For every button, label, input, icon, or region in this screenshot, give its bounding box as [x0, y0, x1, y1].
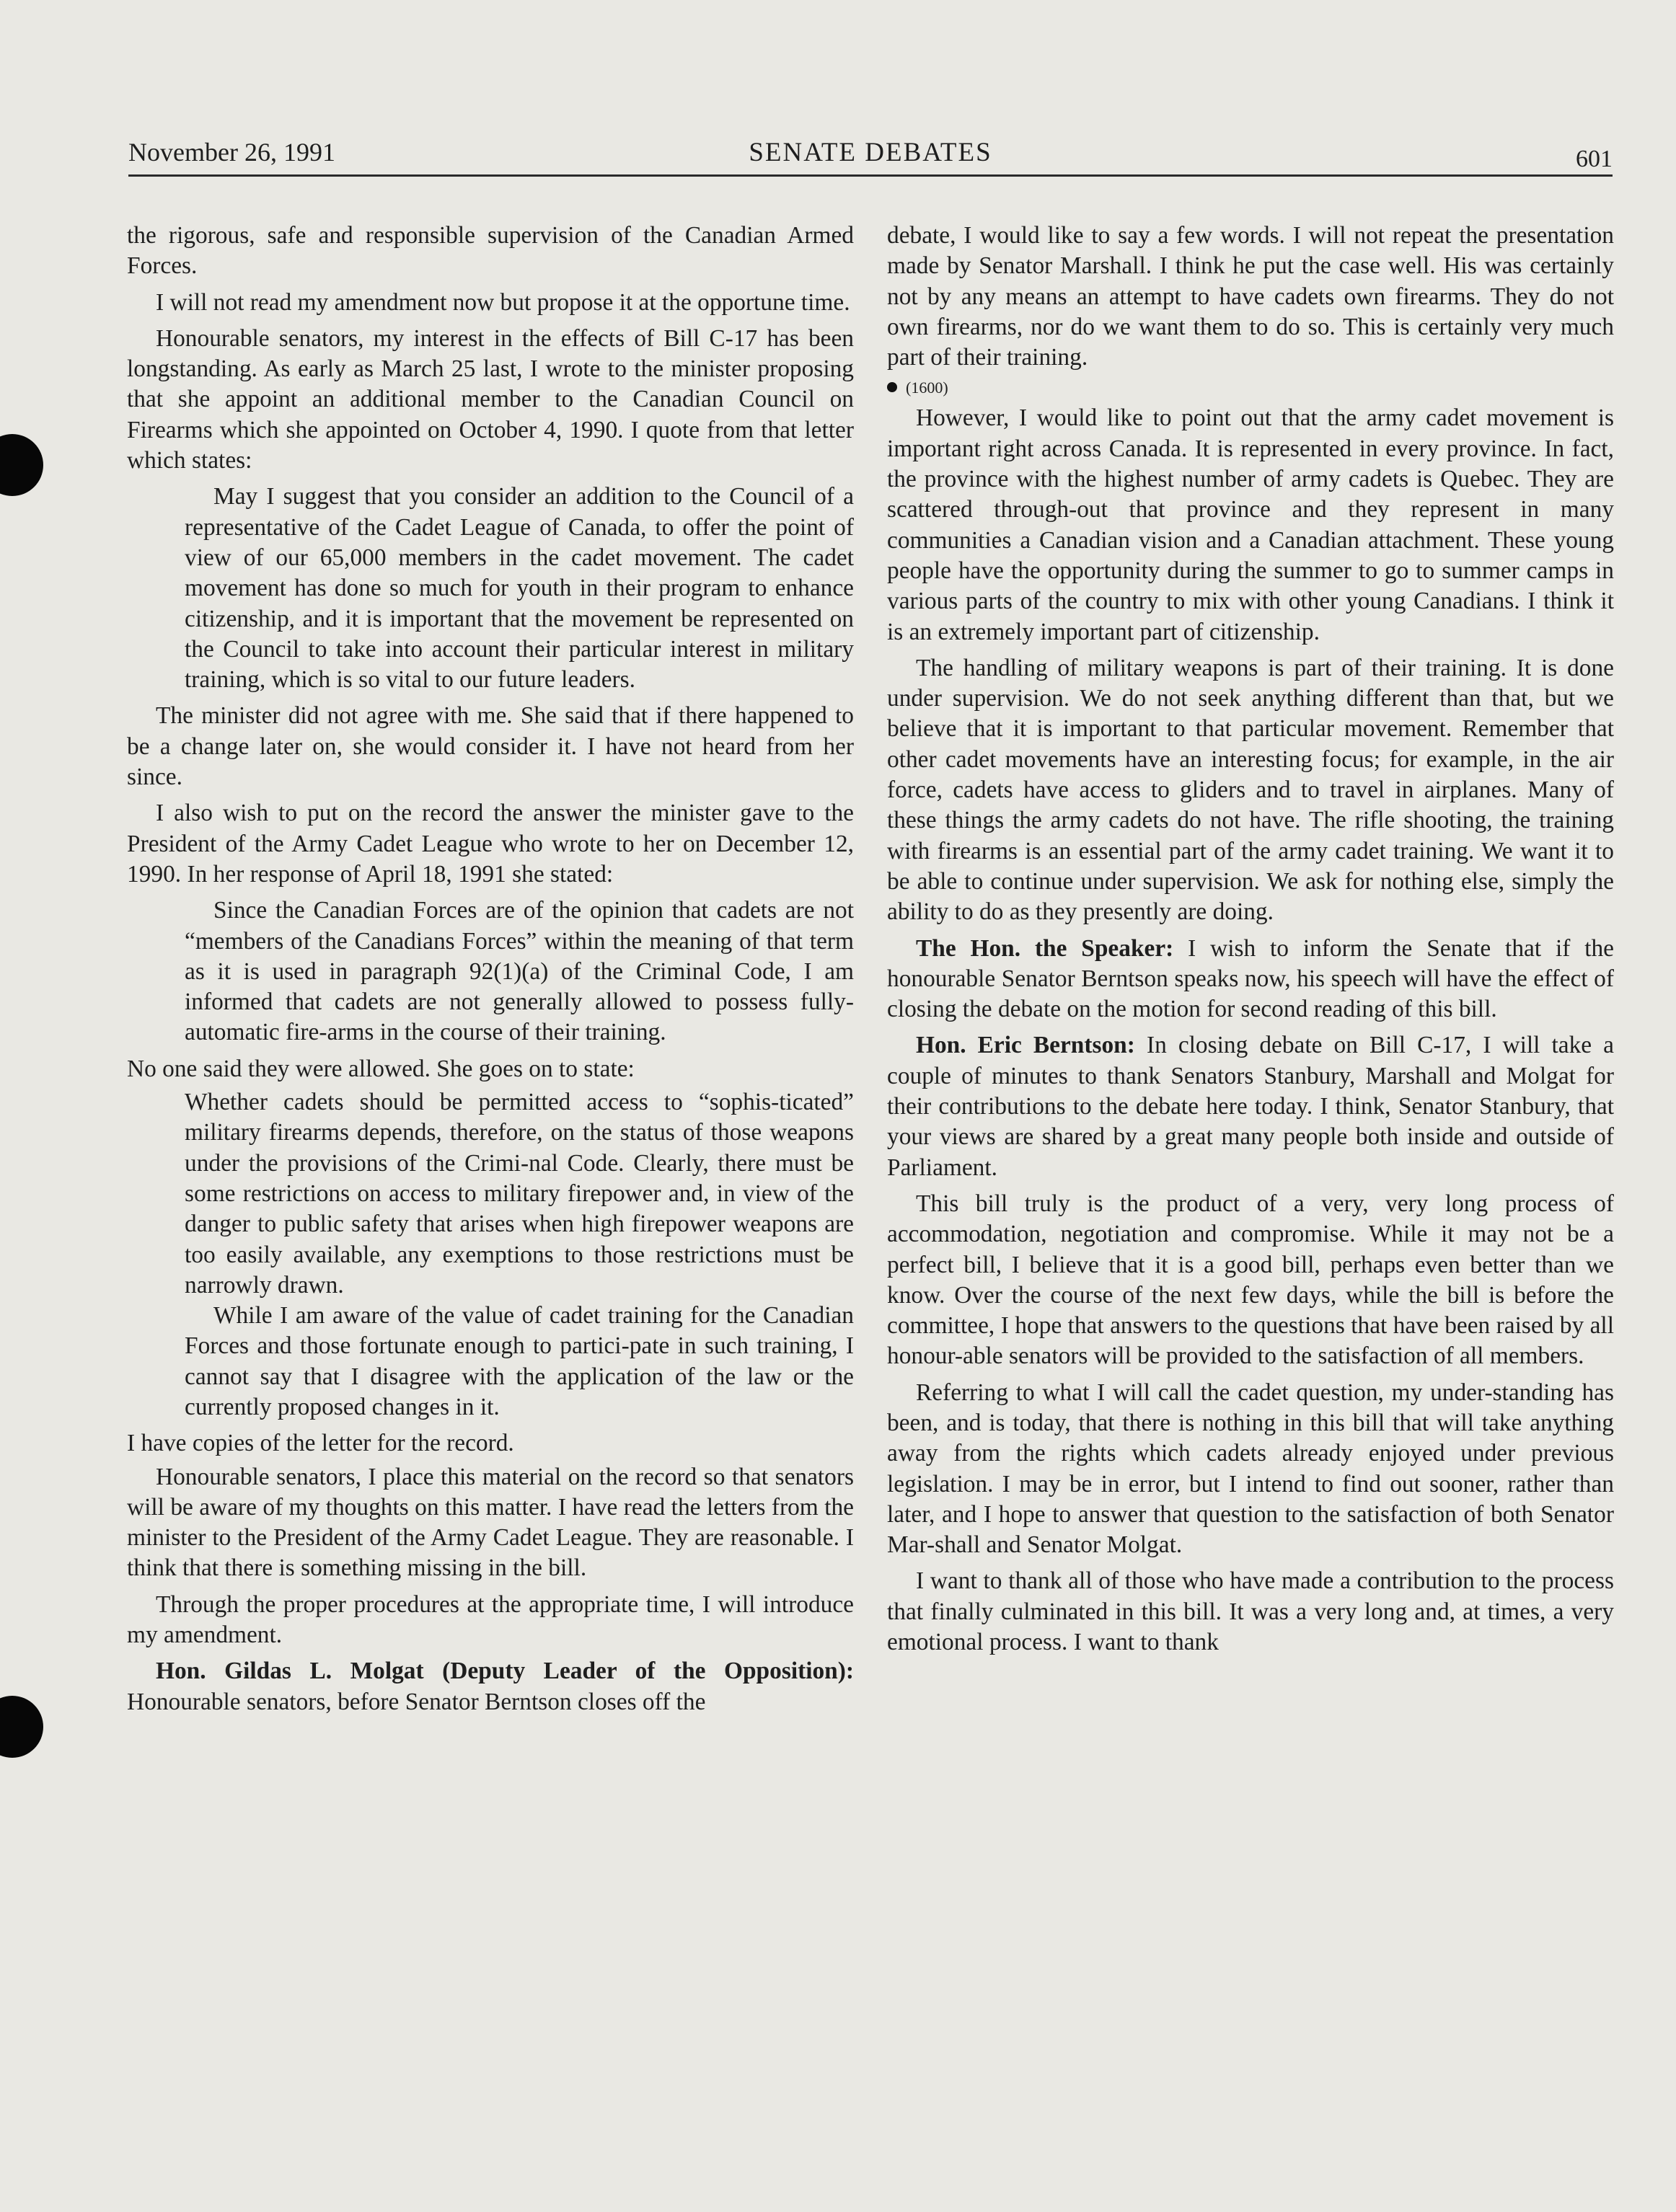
- header-title: SENATE DEBATES: [749, 138, 992, 167]
- paragraph: the rigorous, safe and responsible supervision of the Canadian Armed Forces.: [127, 222, 854, 280]
- speech-text: I wish to inform the Senate that if the honourable Senator Berntson speaks now, his speech will have the effect of closing the debate on the motion for second reading of this bill.: [887, 934, 1614, 1023]
- paragraph: Honourable senators, I place this material on the record so that senators will be aware of my thoughts on this matter. I have read the letters from the minister to the President of the Army Cadet League. They are reasonable. I think that there is something missing in the bill.: [127, 1463, 854, 1582]
- speaker-paragraph: [127, 1656, 854, 1717]
- header-date: November 26, 1991: [128, 138, 335, 167]
- bullet-icon: [887, 382, 897, 392]
- speech-text: Honourable senators, before Senator Berntson closes off the: [127, 1688, 706, 1715]
- speaker-paragraph: [887, 934, 1614, 1025]
- speaker-name: Hon. Gildas L. Molgat (Deputy Leader of the Opposition):: [156, 1658, 854, 1685]
- speaker-name: Hon. Eric Berntson:: [916, 1032, 1135, 1059]
- paragraph: I also wish to put on the record the answer the minister gave to the President of the Army Cadet League who wrote to her on December 12, 1990. In her response of April 18, 1991 she stated:: [127, 800, 854, 888]
- paragraph: Referring to what I will call the cadet question, my under-standing has been, and is today, that there is nothing in this bill that will take anything away from the rights which cadets already enjoyed under previous legislation. I may be in error, but I intend to find out sooner, rather than later, and I hope to answer that question to the satisfaction of both Senator Mar-shall and Senator Molgat.: [887, 1379, 1614, 1559]
- quoted-letter: Since the Canadian Forces are of the opinion that cadets are not “members of the Canadians Forces” within the meaning of that term as it is used in paragraph 92(1)(a) of the Criminal Code, I am informed that cadets are not generally allowed to possess fully-automatic fire-arms in the course of their training.: [185, 897, 854, 1046]
- punch-hole: [0, 1696, 43, 1758]
- quoted-letter: While I am aware of the value of cadet training for the Canadian Forces and those fortunate enough to partici-pate in such training, I cannot say that I disagree with the application of the law or the currently proposed changes in it.: [185, 1302, 854, 1420]
- paragraph: Through the proper procedures at the appropriate time, I will introduce my amendment.: [127, 1591, 854, 1649]
- paragraph: I want to thank all of those who have made a contribution to the process that finally culminated in this bill. It was a very long and, at times, a very emotional process. I want to thank: [887, 1567, 1614, 1656]
- paragraph: The minister did not agree with me. She said that if there happened to be a change later on, she would consider it. I have not heard from her since.: [127, 702, 854, 791]
- paragraph: However, I would like to point out that the army cadet movement is important right across Canada. It is represented in every province. In fact, the province with the highest number of army cadets is Quebec. They are scattered through-out that province and they represent in many communities a Canadian vision and a Canadian attachment. These young people have the opportunity during the summer to go to summer camps in various parts of the country to mix with other young Canadians. I think it is an extremely important part of citizenship.: [887, 404, 1614, 645]
- page-number: 601: [1576, 146, 1613, 172]
- paragraph: I will not read my amendment now but propose it at the opportune time.: [156, 288, 850, 316]
- left-column: [127, 221, 854, 1723]
- right-column: [887, 221, 1614, 1663]
- quoted-letter: Whether cadets should be permitted access to “sophis-ticated” military firearms depends, therefore, on the status of those weapons under the provisions of the Crimi-nal Code. Clearly, there must be some restrictions on access to military firepower and, in view of the danger to public safety that arises when high firepower weapons are too easily available, any exemptions to those restrictions must be narrowly drawn.: [185, 1089, 854, 1299]
- paragraph: debate, I would like to say a few words. I will not repeat the presentation made by Senator Marshall. I think he put the case well. His was certainly not by any means an attempt to have cadets own firearms. They do not own firearms, nor do we want them to do so. This is certainly very much part of their training.: [887, 222, 1614, 371]
- paragraph: The handling of military weapons is part of their training. It is done under supervision. We do not seek anything different than that, but we believe that it is important to that particular movement. Remember that other cadet movements have an interesting focus; for example, in the air force, cadets have access to gliders and to travel in airplanes. Many of these things the army cadets do not have. The rifle shooting, the training with firearms is an essential part of the army cadet training. We want it to be able to continue under supervision. We ask for nothing else, simply the ability to do as they presently are doing.: [887, 654, 1614, 926]
- speaker-paragraph: [887, 1030, 1614, 1182]
- header-rule: [128, 174, 1613, 177]
- paragraph: No one said they were allowed. She goes on to state:: [127, 1055, 635, 1082]
- time-marker: (1600): [887, 379, 1614, 397]
- quoted-letter: May I suggest that you consider an addition to the Council of a representative of the Cadet League of Canada, to offer the point of view of our 65,000 members in the cadet movement. The cadet movement has done so much for youth in their program to enhance citizenship, and it is important that the movement be represented on the Council to take into account their particular interest in military training, which is so vital to our future leaders.: [185, 483, 854, 694]
- page-header: [128, 137, 1613, 174]
- paragraph: This bill truly is the product of a very, very long process of accommodation, negotiation and compromise. While it may not be a perfect bill, I believe that it is a good bill, perhaps even better than we know. Over the course of the next few days, while the bill is before the committee, I hope that answers to the questions that have been raised by all honour-able senators will be provided to the satisfaction of all members.: [887, 1190, 1614, 1370]
- speech-text: In closing debate on Bill C-17, I will take a couple of minutes to thank Senators Stanbury, Marshall and Molgat for their contributions to the debate here today. I think, Senator Stanbury, that your views are shared by a great many people both inside and outside of Parliament.: [887, 1032, 1615, 1181]
- paragraph: Honourable senators, my interest in the effects of Bill C-17 has been longstanding. As early as March 25 last, I wrote to the minister proposing that she appoint an additional member to the Canadian Council on Firearms which she appointed on October 4, 1990. I quote from that letter which states:: [127, 324, 854, 474]
- paragraph: I have copies of the letter for the record.: [127, 1430, 514, 1457]
- speaker-name: The Hon. the Speaker:: [916, 934, 1174, 962]
- punch-hole: [0, 434, 43, 496]
